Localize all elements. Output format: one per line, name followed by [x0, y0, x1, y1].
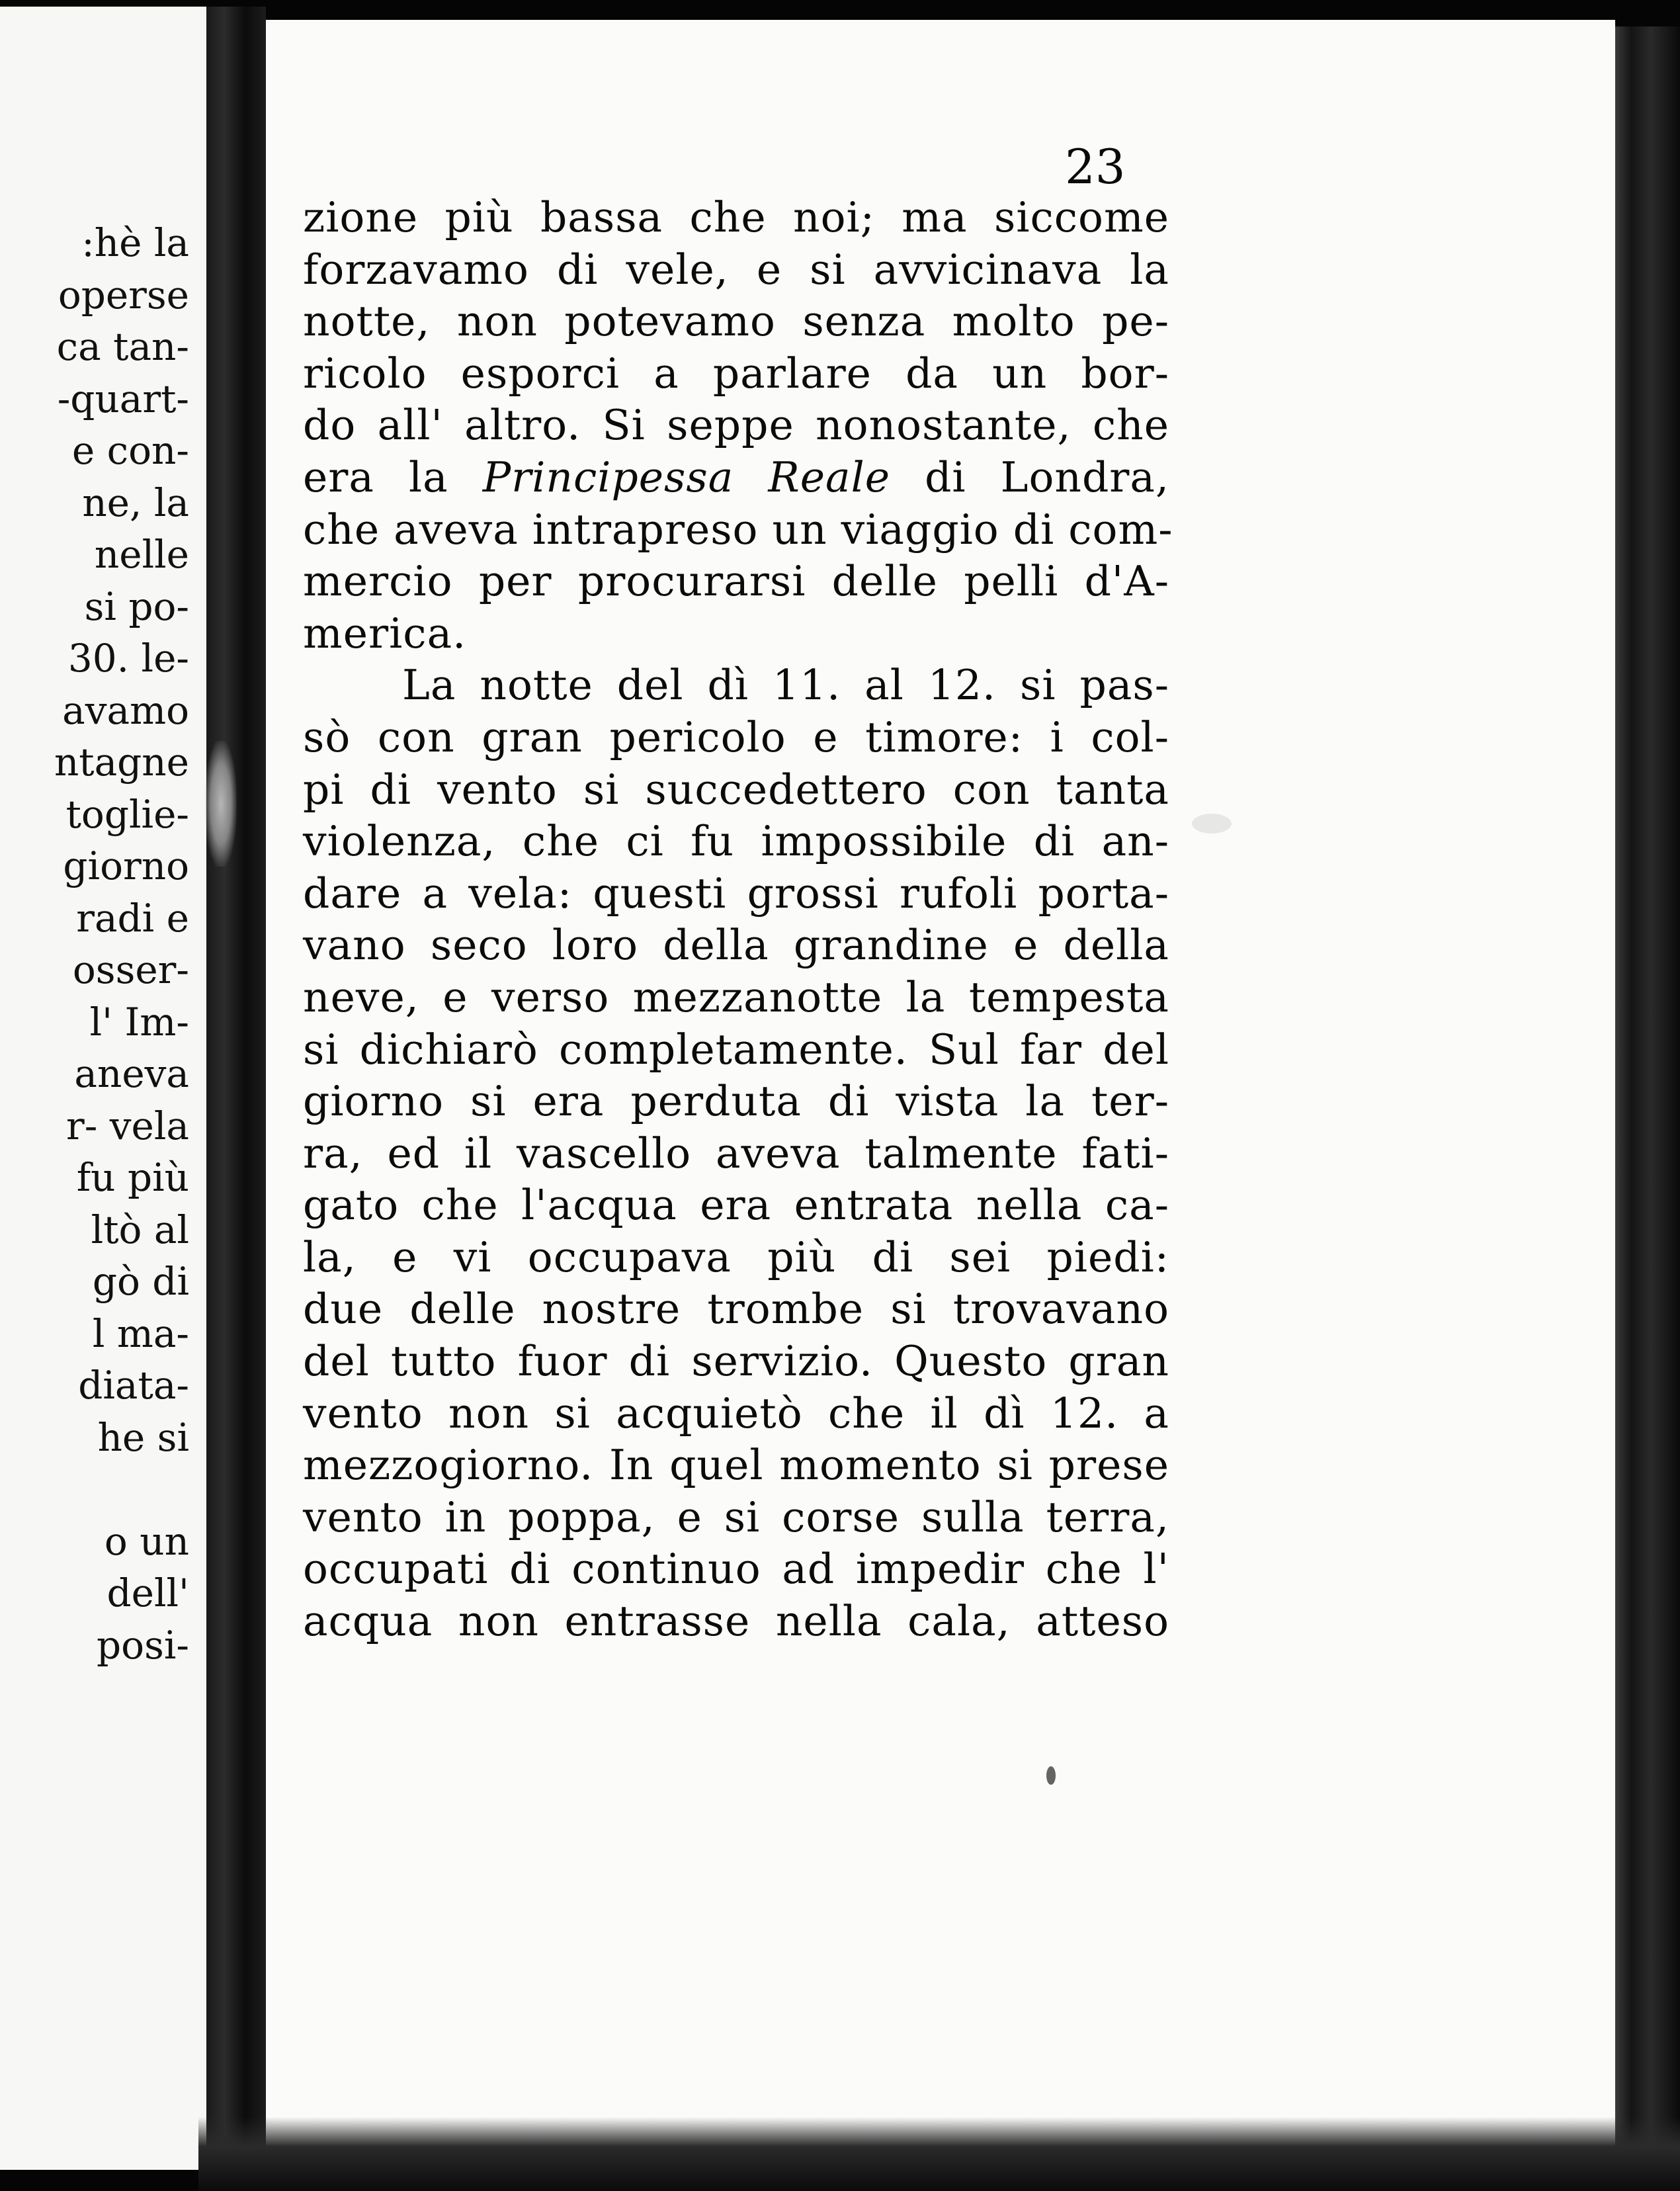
text-line: mercio per procurarsi delle pelli d'A- — [303, 557, 1169, 606]
left-page-line: -quart- — [57, 376, 189, 421]
text-line: ricolo esporci a parlare da un bor- — [303, 349, 1169, 398]
left-page-line: toglie- — [65, 791, 189, 837]
text-line: merica. — [303, 609, 467, 658]
text-line: pi di vento si succedettero con tanta — [303, 765, 1169, 814]
page-number: 23 — [1065, 139, 1126, 194]
left-page-line: ltò al — [91, 1207, 189, 1252]
text-line: dare a vela: questi grossi rufoli porta- — [303, 869, 1169, 918]
text-line: La notte del dì 11. al 12. si pas- — [402, 661, 1169, 710]
text-line: sò con gran pericolo e timore: i col- — [303, 712, 1169, 761]
text-line — [303, 452, 1169, 504]
left-page-text — [54, 217, 189, 1671]
text-line: neve, e verso mezzanotte la tempesta — [303, 972, 1169, 1021]
text-line: violenza, che ci fu impossibile di an- — [303, 817, 1169, 866]
text-line: occupati di continuo ad impedir che l' — [303, 1545, 1169, 1594]
text-line: giorno si era perduta di vista la ter- — [303, 1077, 1169, 1126]
left-page-line: l' Im- — [89, 999, 189, 1045]
italic-ship-name: Principessa Reale — [482, 452, 891, 501]
left-page-line: si po- — [84, 583, 189, 629]
left-page-line: giorno — [63, 843, 189, 888]
paper-smudge — [1192, 814, 1232, 834]
left-page-line: fu più — [76, 1155, 189, 1200]
left-page-line: ne, la — [82, 480, 189, 525]
left-page-line: ntagne — [54, 740, 189, 785]
left-page-line: dell' — [106, 1570, 189, 1615]
page-edge-shadow — [1615, 26, 1680, 2163]
bottom-shadow — [198, 2117, 1680, 2191]
left-page-line: o un — [104, 1518, 189, 1564]
text-line: due delle nostre trombe si trovavano — [303, 1285, 1169, 1334]
page-body-text — [303, 192, 1173, 1648]
book-gutter — [206, 7, 266, 2170]
left-page-line — [54, 1463, 189, 1516]
left-page-line: osser- — [72, 947, 189, 992]
left-page-line: :hè la — [81, 220, 189, 265]
left-page-line: diata- — [78, 1363, 189, 1408]
left-page-line: aneva — [74, 1051, 189, 1096]
text-line: do all' altro. Si seppe nonostante, che — [303, 401, 1169, 450]
left-page-line: nelle — [94, 532, 189, 577]
text-line: mezzogiorno. In quel momento si prese — [303, 1441, 1169, 1490]
left-page-line: operse — [58, 272, 189, 318]
left-page-fragment — [0, 7, 208, 2170]
text-line: vento in poppa, e si corse sulla terra, — [303, 1492, 1169, 1541]
left-page-line: he si — [97, 1414, 189, 1460]
left-page-line: l ma- — [92, 1310, 189, 1356]
text-line: vento non si acquietò che il dì 12. a — [303, 1389, 1169, 1438]
text-line: forzavamo di vele, e si avvicinava la — [303, 245, 1169, 294]
text-line: la, e vi occupava più di sei piedi: — [303, 1232, 1169, 1281]
text-segment: era la — [303, 452, 483, 501]
left-page-line: 30. le- — [67, 636, 189, 681]
text-line: vano seco loro della grandine e della — [303, 921, 1169, 970]
text-line: acqua non entrasse nella cala, atteso — [303, 1597, 1169, 1646]
text-line: notte, non potevamo senza molto pe- — [303, 297, 1169, 346]
left-page-line: e con- — [71, 428, 189, 473]
left-page-line: avamo — [62, 687, 189, 733]
left-page-line: posi- — [97, 1622, 189, 1668]
text-line: che aveva intrapreso un viaggio di com- — [303, 505, 1173, 554]
text-line: ra, ed il vascello aveva talmente fati- — [303, 1129, 1169, 1178]
left-page-line: r- vela — [66, 1103, 189, 1148]
text-line: si dichiarò completamente. Sul far del — [303, 1025, 1169, 1074]
gutter-stain — [205, 741, 237, 867]
text-line: gato che l'acqua era entrata nella ca- — [303, 1181, 1169, 1230]
ink-speck — [1046, 1766, 1056, 1785]
text-line: del tutto fuor di servizio. Questo gran — [303, 1337, 1169, 1386]
left-page-line: ca tan- — [56, 324, 189, 369]
text-segment: di Londra, — [890, 452, 1169, 501]
left-page-line: gò di — [92, 1259, 189, 1304]
text-line: zione più bassa che noi; ma siccome — [303, 193, 1169, 241]
left-page-line: radi e — [76, 895, 189, 941]
